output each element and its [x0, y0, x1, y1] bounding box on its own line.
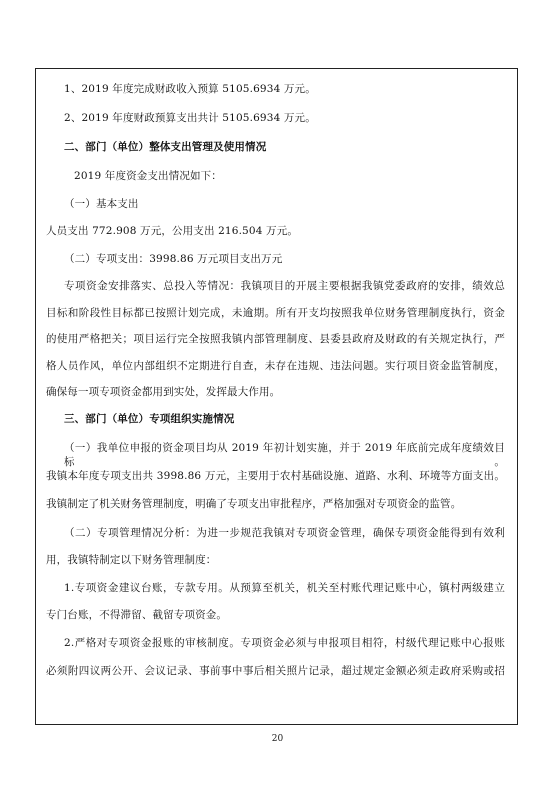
subheading-basic-expenditure: （一）基本支出 [64, 198, 139, 210]
page-number: 20 [271, 734, 284, 744]
rule-1-line-2: 专门台账，不得滞留、截留专项资金。 [46, 609, 228, 621]
paragraph-fund-intro: 2019 年度资金支出情况如下： [74, 170, 222, 182]
section-heading-3: 三、部门（单位）专项组织实施情况 [64, 413, 235, 425]
paragraph-special-line-5: 确保每一项专项资金都用到实处，发挥最大作用。 [46, 386, 281, 398]
paragraph-implementation-line-1: （一）我单位申报的资金项目均从 2019 年初计划实施，并于 2019 年底前完成年度绩效目标。 [64, 442, 505, 468]
rule-1-line-1: 1.专项资金建议台账，专款专用。从预算至机关，机关至村账代理记账中心，镇村两级建立 [64, 582, 505, 594]
paragraph-implementation-line-3: 我镇制定了机关财务管理制度，明确了专项支出审批程序，严格加强对专项资金的监管。 [46, 498, 462, 510]
paragraph-special-line-4: 格人员作风，单位内部组织不定期进行自查，未存在违规、违法问题。实行项目资金监管制度， [46, 360, 505, 372]
rule-2-line-2: 必须附四议两公开、会议记录、事前事中事后相关照片记录，超过规定金额必须走政府采购或招 [46, 665, 505, 677]
paragraph-revenue: 1、2019 年度完成财政收入预算 5105.6934 万元。 [64, 83, 316, 95]
paragraph-special-line-3: 的使用严格把关；项目运行完全按照我镇内部管理制度、县委县政府及财政的有关规定执行，严 [46, 333, 505, 345]
paragraph-basic-expenditure: 人员支出 772.908 万元，公用支出 216.504 万元。 [46, 225, 298, 237]
rule-2-line-1: 2.严格对专项资金报账的审核制度。专项资金必须与申报项目相符，村级代理记账中心报账 [64, 637, 505, 649]
paragraph-special-line-1: 专项资金安排落实、总投入等情况：我镇项目的开展主要根据我镇党委政府的安排，绩效总 [64, 280, 505, 292]
paragraph-management-line-1: （二）专项管理情况分析：为进一步规范我镇对专项资金管理，确保专项资金能得到有效利 [64, 527, 505, 539]
subheading-special-expenditure: （二）专项支出：3998.86 万元项目支出万元 [64, 253, 283, 265]
paragraph-special-line-2: 目标和阶段性目标都已按照计划完成，未逾期。所有开支均按照我单位财务管理制度执行，资金 [46, 307, 505, 319]
document-table-frame [35, 68, 518, 725]
paragraph-implementation-line-2: 我镇本年度专项支出共 3998.86 万元，主要用于农村基础设施、道路、水利、环境等方面支出。 [46, 470, 505, 482]
section-heading-2: 二、部门（单位）整体支出管理及使用情况 [64, 141, 267, 153]
paragraph-management-line-2: 用，我镇特制定以下财务管理制度： [46, 554, 217, 566]
paragraph-expenditure: 2、2019 年度财政预算支出共计 5105.6934 万元。 [64, 112, 316, 124]
